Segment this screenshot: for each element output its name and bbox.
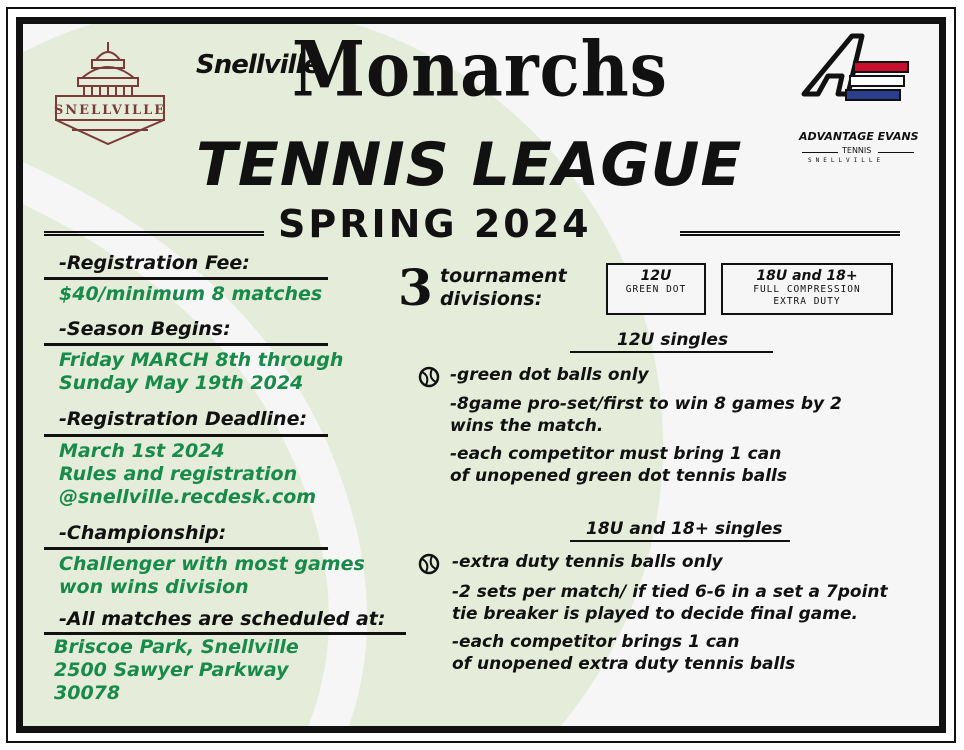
rules-18u-heading: 18U and 18+ singles <box>586 519 783 539</box>
season-begins-value: Friday MARCH 8th through Sunday May 19th 2024 <box>59 349 344 394</box>
league-title: Monarchs <box>292 24 668 114</box>
season-title: SPRING 2024 <box>278 202 592 246</box>
rule-location <box>44 632 406 635</box>
rule-12u-1: -green dot balls only <box>450 365 649 385</box>
division-18u-sub: FULL COMPRESSION EXTRA DUTY <box>753 284 861 307</box>
rule-season <box>44 343 328 346</box>
advantage-evans-logo <box>800 32 914 128</box>
registration-fee-label: -Registration Fee: <box>59 252 250 274</box>
advantage-name: ADVANTAGE EVANS <box>799 130 919 143</box>
town-name: Snellville <box>196 50 321 80</box>
registration-fee-value: $40/minimum 8 matches <box>59 283 323 305</box>
rule-18u-1: -extra duty tennis balls only <box>452 552 723 572</box>
division-box-18u <box>721 263 893 315</box>
division-18u-title: 18U and 18+ <box>756 268 858 284</box>
tennis-ball-icon-2 <box>418 553 440 575</box>
rule-18u-2: -2 sets per match/ if tied 6-6 in a set a 7point tie breaker is played to decide final game. <box>452 582 888 624</box>
season-rule-right <box>680 231 900 236</box>
seal-text: SNELLVILLE <box>53 103 167 118</box>
registration-deadline-value: March 1st 2024 Rules and registration @snellville.recdesk.com <box>59 440 317 508</box>
rule-fee <box>44 277 328 280</box>
division-count: 3 <box>398 258 433 317</box>
tennis-ball-icon <box>418 366 440 388</box>
rules-18u-underline <box>570 540 790 542</box>
divisions-label: tournament divisions: <box>440 265 567 310</box>
rules-12u-underline <box>570 351 773 353</box>
matches-location-value: Briscoe Park, Snellville 2500 Sawyer Parkway 30078 <box>54 636 299 704</box>
matches-location-label: -All matches are scheduled at: <box>59 608 386 630</box>
snellville-seal-logo <box>52 38 168 150</box>
division-12u-title: 12U <box>640 268 672 284</box>
rule-18u-3: -each competitor brings 1 can of unopened extra duty tennis balls <box>452 632 796 674</box>
season-begins-label: -Season Begins: <box>59 318 231 340</box>
division-12u-sub: GREEN DOT <box>625 284 687 295</box>
championship-value: Challenger with most games won wins division <box>59 553 365 598</box>
advantage-rule-right <box>878 152 914 153</box>
advantage-city: SNELLVILLE <box>808 157 885 164</box>
rule-deadline <box>44 434 328 437</box>
rule-championship <box>44 547 328 550</box>
advantage-rule <box>802 152 838 153</box>
rules-12u-heading: 12U singles <box>617 330 729 350</box>
rule-12u-3: -each competitor must bring 1 can of unopened green dot tennis balls <box>450 444 787 486</box>
division-box-12u <box>606 263 706 315</box>
championship-label: -Championship: <box>59 522 227 544</box>
league-subtitle: TENNIS LEAGUE <box>196 130 743 200</box>
advantage-tennis: TENNIS <box>842 146 872 155</box>
registration-deadline-label: -Registration Deadline: <box>59 408 308 430</box>
season-rule-left <box>44 231 264 236</box>
rule-12u-2: -8game pro-set/first to win 8 games by 2 wins the match. <box>450 394 842 436</box>
